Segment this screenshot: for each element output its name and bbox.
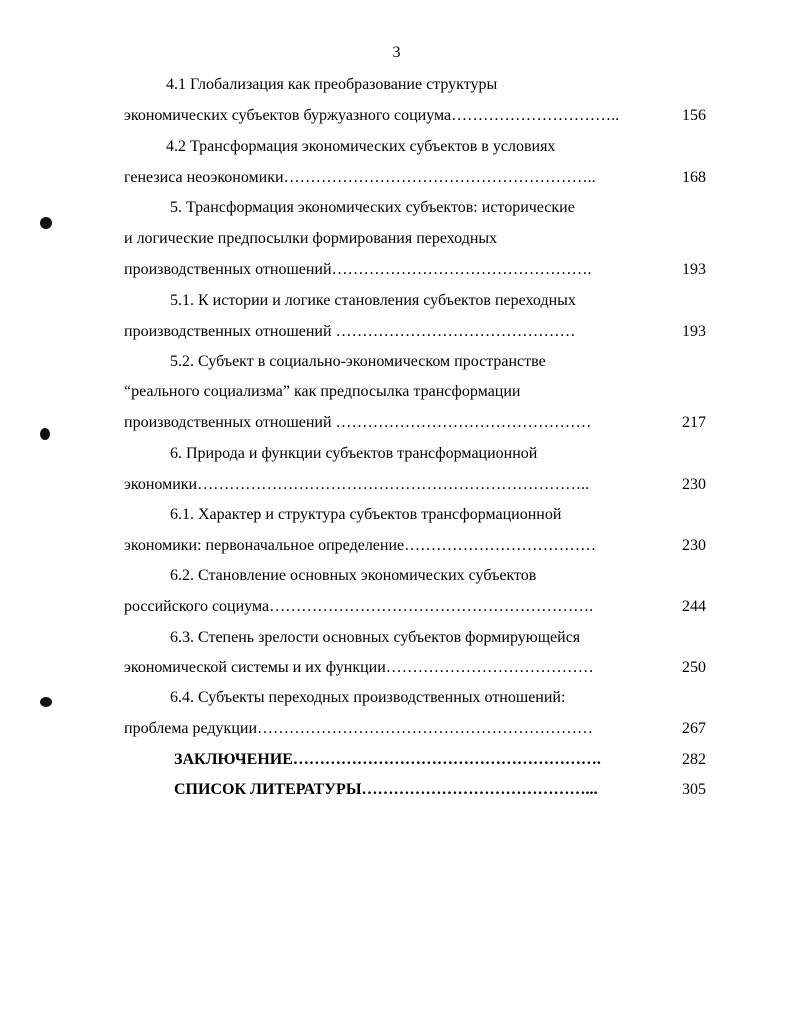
toc-entry-line: экономики……………………………………………………………….. (124, 476, 590, 493)
toc-entry-line: экономики: первоначальное определение……………………………… (124, 537, 597, 554)
toc-entry-line: 5.1. К истории и логике становления субъектов переходных (170, 292, 576, 309)
toc-page-number: 230 (682, 476, 706, 493)
toc-entry-line: производственных отношений ……………………………………… (124, 323, 576, 340)
toc-page-number: 217 (682, 414, 706, 431)
toc-page-number: 193 (682, 261, 706, 278)
toc-page-number: 267 (682, 720, 706, 737)
toc-entry-line: 6.2. Становление основных экономических субъектов (170, 567, 537, 584)
toc-page-number: 230 (682, 537, 706, 554)
toc-page-number: 193 (682, 323, 706, 340)
toc-entry-line: 6.4. Субъекты переходных производственных отношений: (170, 689, 566, 706)
toc-page-number: 250 (682, 659, 706, 676)
binder-hole-mark (40, 428, 50, 440)
toc-entry-line: 6. Природа и функции субъектов трансформационной (170, 445, 538, 462)
toc-entry-line: экономической системы и их функции………………………………… (124, 659, 594, 676)
toc-page-number: 156 (682, 107, 706, 124)
toc-entry-line: 5.2. Субъект в социально-экономическом пространстве (170, 353, 546, 370)
toc-page-number: 282 (682, 751, 706, 768)
toc-page-number: 305 (682, 781, 706, 798)
toc-entry-line: проблема редукции……………………………………………………… (124, 720, 593, 737)
toc-entry-line: 6.1. Характер и структура субъектов трансформационной (170, 506, 562, 523)
toc-entry-line: “реального социализма” как предпосылка трансформации (124, 383, 521, 400)
toc-entry-line: российского социума……………………………………………………. (124, 598, 594, 615)
toc-entry-line: генезиса неоэкономики………………………………………………….. (124, 169, 596, 186)
toc-entry-line: 6.3. Степень зрелости основных субъектов формирующейся (170, 629, 581, 646)
binder-hole-mark (40, 217, 52, 229)
toc-entry-line: экономических субъектов буржуазного социума………………………….. (124, 107, 620, 124)
toc-entry-line: и логические предпосылки формирования переходных (124, 230, 498, 247)
page-number: 3 (392, 44, 401, 61)
toc-entry-line: 4.2 Трансформация экономических субъектов в условиях (166, 138, 556, 155)
binder-hole-mark (40, 697, 52, 707)
toc-entry-line: 4.1 Глобализация как преобразование структуры (166, 76, 498, 93)
toc-page-number: 168 (682, 169, 706, 186)
toc-entry-line: производственных отношений…………………………………………. (124, 261, 592, 278)
toc-entry-bibliography: СПИСОК ЛИТЕРАТУРЫ……………………………………... (174, 781, 598, 798)
toc-page-number: 244 (682, 598, 706, 615)
toc-entry-conclusion: ЗАКЛЮЧЕНИЕ…………………………………………………. (174, 751, 601, 768)
toc-entry-line: 5. Трансформация экономических субъектов: исторические (170, 199, 575, 216)
toc-entry-line: производственных отношений ………………………………………… (124, 414, 592, 431)
